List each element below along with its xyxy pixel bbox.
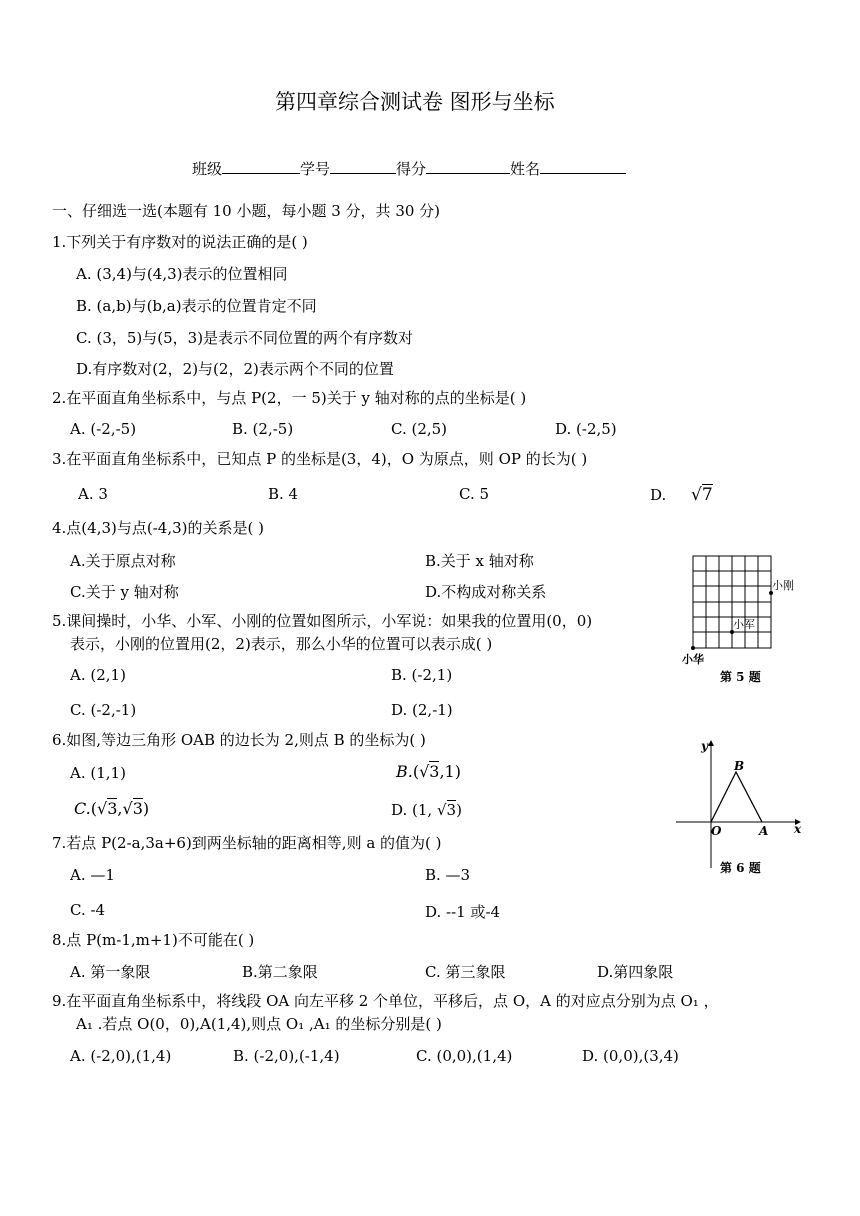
label-y: y (701, 739, 708, 753)
figure-5-grid (676, 550, 806, 690)
q8-option-b: B.第二象限 (242, 963, 318, 981)
q1-option-b: B. (a,b)与(b,a)表示的位置肯定不同 (76, 297, 317, 315)
q6-c-tail: ) (142, 799, 150, 818)
q6-c-radicand-2: 3 (132, 799, 143, 818)
q8-option-a: A. 第一象限 (70, 963, 151, 981)
question-9-stem-line2: A₁ .若点 O(0，0),A(1,4),则点 O₁ ,A₁ 的坐标分别是( ) (76, 1015, 442, 1033)
score-label: 得分 (396, 160, 427, 178)
label-b: B (734, 759, 745, 773)
sqrt-symbol: √7 (691, 485, 713, 505)
figure-5 (676, 550, 806, 690)
question-8-stem: 8.点 P(m-1,m+1)不可能在( ) (52, 931, 255, 949)
figure-5-caption: 第 5 题 (720, 670, 761, 684)
q2-option-b: B. (2,-5) (232, 420, 294, 438)
q5-option-a: A. (2,1) (70, 666, 126, 684)
q9-option-a: A. (-2,0),(1,4) (70, 1047, 172, 1065)
q1-option-d: D.有序数对(2，2)与(2，2)表示两个不同的位置 (76, 360, 394, 378)
score-blank[interactable] (426, 157, 510, 174)
q6-c-radicand-1: 3 (107, 799, 118, 818)
q2-option-c: C. (2,5) (391, 420, 448, 438)
q7-option-b: B. —3 (425, 866, 471, 884)
figure-6-caption: 第 6 题 (720, 861, 761, 875)
question-4-stem: 4.点(4,3)与点(-4,3)的关系是( ) (52, 519, 264, 537)
q7-option-a: A. —1 (70, 866, 115, 884)
q8-option-c: C. 第三象限 (425, 963, 506, 981)
label-xiaogang: 小刚 (772, 579, 794, 592)
q4-option-c: C.关于 y 轴对称 (70, 583, 179, 601)
q3-option-a: A. 3 (78, 485, 108, 503)
label-xiaojun: 小军 (733, 618, 755, 631)
q6-option-d-label: D. (1, (391, 801, 437, 819)
q3-radicand: 7 (701, 485, 713, 505)
q4-option-d: D.不构成对称关系 (425, 583, 547, 601)
page-title: 第四章综合测试卷 图形与坐标 (275, 90, 555, 114)
q4-option-a: A.关于原点对称 (70, 552, 176, 570)
q6-c-comma: , (117, 799, 123, 818)
q6-b-tail: ,1) (439, 762, 461, 781)
q9-option-b: B. (-2,0),(-1,4) (233, 1047, 340, 1065)
triangle-oab (711, 772, 762, 822)
name-label: 姓名 (510, 160, 541, 178)
question-9-stem-line1: 9.在平面直角坐标系中，将线段 OA 向左平移 2 个单位，平移后，点 O，A 的对应点分别为点 O₁ ， (52, 992, 719, 1010)
name-blank[interactable] (540, 157, 626, 174)
q6-option-a: A. (1,1) (70, 764, 126, 782)
q1-option-a: A. (3,4)与(4,3)表示的位置相同 (76, 265, 288, 283)
q4-option-b: B.关于 x 轴对称 (425, 552, 534, 570)
figure-6 (676, 738, 806, 878)
student-info-header (192, 157, 626, 179)
q6-b-radicand: 3 (429, 762, 440, 781)
question-2-stem: 2.在平面直角坐标系中，与点 P(2，一 5)关于 y 轴对称的点的坐标是( ) (52, 389, 527, 407)
q7-option-d: D. --1 或-4 (425, 903, 501, 921)
student-id-label: 学号 (300, 160, 331, 178)
q3-option-c: C. 5 (459, 485, 490, 503)
q6-option-b-label: B. (396, 762, 413, 781)
q6-d-radicand: 3 (446, 801, 457, 819)
q8-option-d: D.第四象限 (597, 963, 674, 981)
q1-option-c: C. (3，5)与(5，3)是表示不同位置的两个有序数对 (76, 329, 414, 347)
q5-option-d: D. (2,-1) (391, 701, 453, 719)
question-6-stem: 6.如图,等边三角形 OAB 的边长为 2,则点 B 的坐标为( ) (52, 731, 426, 749)
label-a: A (759, 824, 769, 838)
q9-option-d: D. (0,0),(3,4) (582, 1047, 679, 1065)
q3-option-d-label: D. (650, 486, 667, 504)
xiaohua-point (691, 646, 695, 650)
q6-option-d: D. (1, √3) (391, 801, 462, 819)
figure-6-diagram (676, 738, 806, 878)
q7-option-c: C. -4 (70, 901, 106, 919)
question-3-stem: 3.在平面直角坐标系中，已知点 P 的坐标是(3，4)，O 为原点，则 OP 的长为( ) (52, 450, 588, 468)
label-x: x (794, 822, 802, 836)
class-label: 班级 (192, 160, 223, 178)
q6-option-b: B.(√3,1) (396, 762, 461, 781)
q3-option-b: B. 4 (268, 485, 299, 503)
question-1-stem: 1.下列关于有序数对的说法正确的是( ) (52, 233, 308, 251)
q2-option-a: A. (-2,-5) (70, 420, 137, 438)
q5-option-c: C. (-2,-1) (70, 701, 137, 719)
class-blank[interactable] (222, 157, 300, 174)
q2-option-d: D. (-2,5) (555, 420, 617, 438)
q3-option-d (650, 485, 713, 505)
q6-option-c-label: C. (74, 799, 91, 818)
student-id-blank[interactable] (330, 157, 396, 174)
q9-option-c: C. (0,0),(1,4) (416, 1047, 513, 1065)
q6-d-tail: ) (456, 801, 462, 819)
grid-lines (693, 556, 771, 648)
section-heading: 一、仔细选一选(本题有 10 小题，每小题 3 分，共 30 分) (52, 202, 441, 220)
q5-option-b: B. (-2,1) (391, 666, 453, 684)
question-7-stem: 7.若点 P(2-a,3a+6)到两坐标轴的距离相等,则 a 的值为( ) (52, 834, 442, 852)
label-xiaohua: 小华 (682, 653, 704, 666)
question-5-stem-line1: 5.课间操时，小华、小军、小刚的位置如图所示，小军说：如果我的位置用(0，0) (52, 612, 593, 630)
question-5-stem-line2: 表示，小刚的位置用(2，2)表示，那么小华的位置可以表示成( ) (70, 635, 493, 653)
q6-option-c: C.(√3,√3) (74, 799, 150, 818)
label-o: O (711, 824, 722, 838)
